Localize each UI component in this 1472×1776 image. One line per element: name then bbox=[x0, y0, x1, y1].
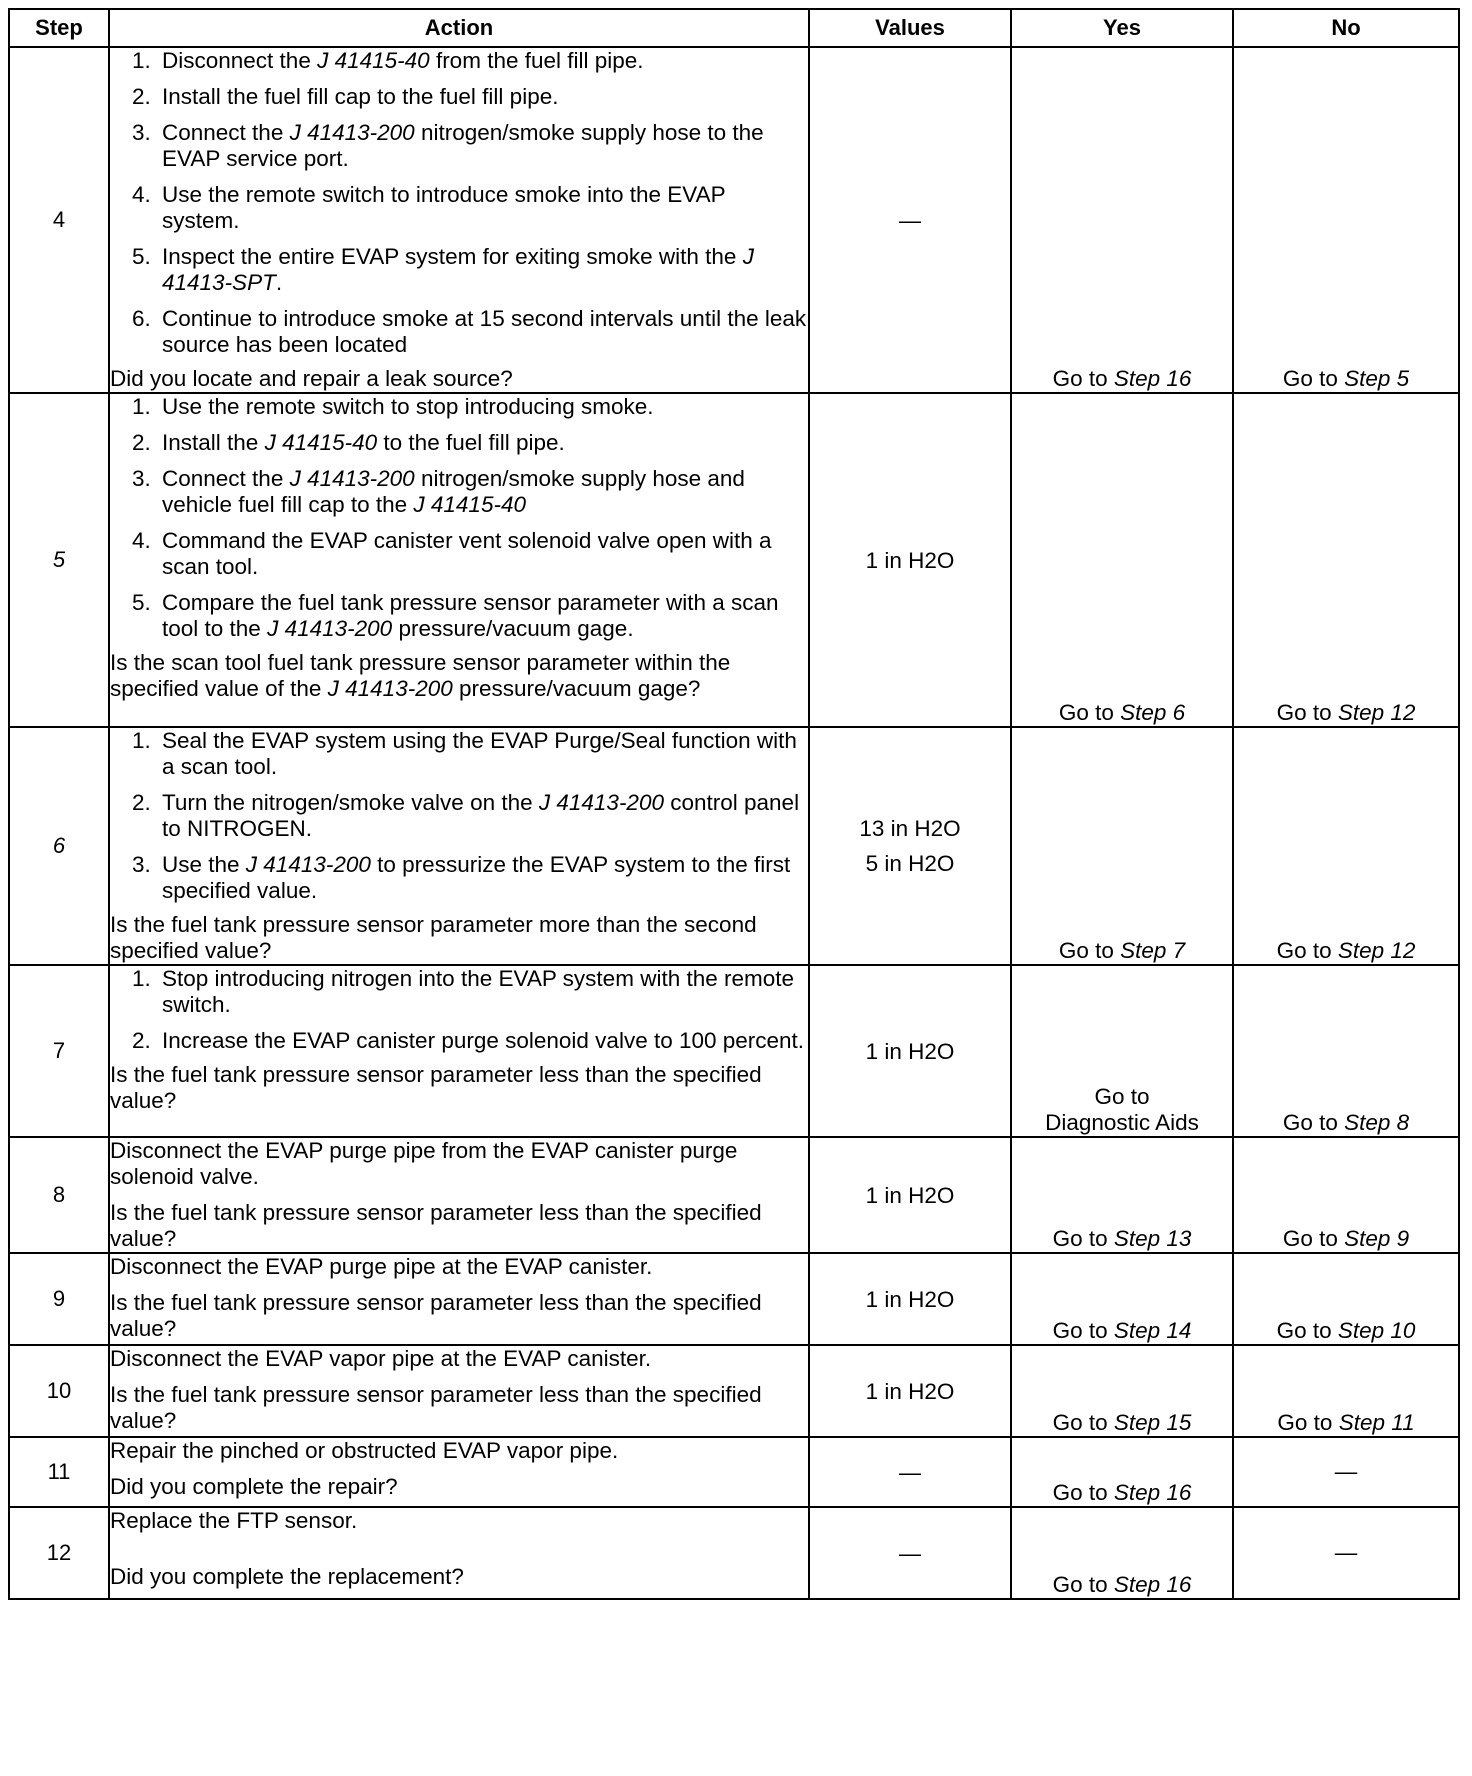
header-step: Step bbox=[9, 9, 109, 47]
tool-ref: Step 5 bbox=[1344, 366, 1410, 391]
action-step bbox=[110, 244, 808, 296]
no-cell bbox=[1233, 1345, 1459, 1437]
text-run: Go to bbox=[1058, 938, 1121, 963]
action-step bbox=[110, 306, 808, 358]
tool-ref: J 41415-40 bbox=[317, 48, 430, 73]
text-run: Go to bbox=[1276, 1318, 1338, 1343]
value-text: 1 in H2O bbox=[865, 1286, 955, 1312]
text-run: Go to bbox=[1282, 1110, 1345, 1135]
action-cell bbox=[109, 1345, 809, 1437]
tool-ref: Step 16 bbox=[1113, 1480, 1192, 1505]
no-cell bbox=[1233, 1507, 1459, 1599]
text-run: Go to bbox=[1276, 938, 1338, 963]
yes-cell bbox=[1011, 727, 1233, 965]
table-row bbox=[9, 1253, 1459, 1345]
step-number: 10 bbox=[9, 1345, 109, 1437]
diagnostic-table bbox=[8, 8, 1460, 1600]
action-cell bbox=[109, 727, 809, 965]
value-text: — bbox=[899, 1459, 921, 1485]
text-run: Go to bbox=[1052, 1480, 1114, 1505]
text-run: Is the fuel tank pressure sensor parameter less than the specified value? bbox=[110, 1290, 762, 1341]
step-index: 2. bbox=[132, 790, 151, 815]
step-index: 1. bbox=[132, 966, 151, 991]
header-row bbox=[9, 9, 1459, 47]
text-run: Inspect the entire EVAP system for exiting smoke with the bbox=[162, 244, 743, 269]
text-run: Go to bbox=[1052, 1572, 1114, 1597]
text-run: Use the bbox=[162, 852, 246, 877]
value-text: 1 in H2O bbox=[865, 547, 955, 573]
no-cell bbox=[1233, 965, 1459, 1137]
tool-ref: J 41413-200 bbox=[245, 852, 371, 877]
action-cell bbox=[109, 1437, 809, 1507]
text-run: Go to bbox=[1282, 1226, 1345, 1251]
step-number: 6 bbox=[9, 727, 109, 965]
action-steps bbox=[110, 394, 808, 642]
step-index: 6. bbox=[132, 306, 151, 331]
no-cell bbox=[1233, 1253, 1459, 1345]
action-step bbox=[110, 590, 808, 642]
text-run: Did you complete the repair? bbox=[110, 1474, 398, 1499]
action-question bbox=[110, 1382, 808, 1434]
text-run: . bbox=[275, 270, 283, 295]
action-step bbox=[110, 84, 808, 110]
text-run: Go to bbox=[1052, 366, 1114, 391]
text-run: Use the remote switch to stop introducing smoke. bbox=[162, 394, 654, 419]
step-number: 9 bbox=[9, 1253, 109, 1345]
text-run: to the fuel fill pipe. bbox=[377, 430, 565, 455]
text-run: pressure/vacuum gage? bbox=[452, 676, 701, 701]
step-index: 2. bbox=[132, 84, 151, 109]
step-number: 11 bbox=[9, 1437, 109, 1507]
action-cell bbox=[109, 47, 809, 393]
tool-ref: Step 9 bbox=[1344, 1226, 1410, 1251]
header-action: Action bbox=[109, 9, 809, 47]
text-run: Go to bbox=[1052, 1410, 1114, 1435]
text-run: Connect the bbox=[162, 466, 290, 491]
text-run: Did you complete the replacement? bbox=[110, 1564, 464, 1589]
values-cell bbox=[809, 965, 1011, 1137]
action-text bbox=[110, 1508, 808, 1534]
tool-ref: Step 7 bbox=[1120, 938, 1186, 963]
no-cell bbox=[1233, 727, 1459, 965]
values-cell bbox=[809, 1253, 1011, 1345]
text-run: Connect the bbox=[162, 120, 290, 145]
text-run: Install the bbox=[162, 430, 265, 455]
value-text: 1 in H2O bbox=[865, 1182, 955, 1208]
step-index: 2. bbox=[132, 430, 151, 455]
table-row bbox=[9, 1345, 1459, 1437]
values-cell bbox=[809, 1137, 1011, 1253]
action-step bbox=[110, 852, 808, 904]
text-run: Seal the EVAP system using the EVAP Purge/Seal function with a scan tool. bbox=[162, 728, 797, 779]
step-number: 8 bbox=[9, 1137, 109, 1253]
no-cell bbox=[1233, 1137, 1459, 1253]
table-row bbox=[9, 1437, 1459, 1507]
text-run: Repair the pinched or obstructed EVAP vapor pipe. bbox=[110, 1438, 619, 1463]
yes-cell bbox=[1011, 1437, 1233, 1507]
action-text bbox=[110, 1254, 808, 1280]
header-yes: Yes bbox=[1011, 9, 1233, 47]
text-run: Go to bbox=[1052, 1318, 1114, 1343]
table-row bbox=[9, 393, 1459, 727]
yes-cell bbox=[1011, 1137, 1233, 1253]
action-question bbox=[110, 1474, 808, 1500]
tool-ref: Step 8 bbox=[1344, 1110, 1410, 1135]
value-text: — bbox=[899, 207, 921, 233]
step-number: 5 bbox=[9, 393, 109, 727]
table-row bbox=[9, 1507, 1459, 1599]
tool-ref: Step 6 bbox=[1120, 700, 1186, 725]
values-cell bbox=[809, 1437, 1011, 1507]
step-index: 3. bbox=[132, 852, 151, 877]
tool-ref: Step 13 bbox=[1113, 1226, 1192, 1251]
yes-cell bbox=[1011, 1507, 1233, 1599]
action-question bbox=[110, 1564, 808, 1590]
tool-ref: Step 15 bbox=[1113, 1410, 1192, 1435]
tool-ref: J 41413-200 bbox=[327, 676, 453, 701]
text-run: Compare the fuel tank pressure sensor parameter with a scan tool to the bbox=[162, 590, 779, 641]
step-number: 12 bbox=[9, 1507, 109, 1599]
values-cell bbox=[809, 47, 1011, 393]
text-run: Go to bbox=[1277, 1410, 1339, 1435]
text-run: Increase the EVAP canister purge solenoid valve to 100 percent. bbox=[162, 1028, 805, 1053]
action-step bbox=[110, 120, 808, 172]
values-cell bbox=[809, 1345, 1011, 1437]
action-question bbox=[110, 1290, 808, 1342]
no-cell bbox=[1233, 47, 1459, 393]
step-index: 4. bbox=[132, 182, 151, 207]
text-run: Stop introducing nitrogen into the EVAP system with the remote switch. bbox=[162, 966, 795, 1017]
yes-cell bbox=[1011, 393, 1233, 727]
action-cell bbox=[109, 965, 809, 1137]
tool-ref: Step 12 bbox=[1337, 700, 1416, 725]
text-run: Go to bbox=[1058, 700, 1121, 725]
action-question bbox=[110, 912, 808, 964]
action-step bbox=[110, 528, 808, 580]
step-number: 7 bbox=[9, 965, 109, 1137]
header-values: Values bbox=[809, 9, 1011, 47]
text-run: Is the fuel tank pressure sensor parameter more than the second specified value? bbox=[110, 912, 757, 963]
action-cell bbox=[109, 1253, 809, 1345]
tool-ref: J 41415-40 bbox=[413, 492, 526, 517]
step-index: 1. bbox=[132, 394, 151, 419]
text-run: Disconnect the EVAP purge pipe at the EVAP canister. bbox=[110, 1254, 653, 1279]
text-run: Go to bbox=[1282, 366, 1345, 391]
text-run: Install the fuel fill cap to the fuel fill pipe. bbox=[162, 84, 559, 109]
value-text: 1 in H2O bbox=[865, 1038, 955, 1064]
text-run: Diagnostic Aids bbox=[1045, 1110, 1199, 1135]
tool-ref: J 41413-SPT bbox=[162, 244, 754, 295]
action-question bbox=[110, 1200, 808, 1252]
action-text bbox=[110, 1346, 808, 1372]
text-run: nitrogen/smoke supply hose to the EVAP service port. bbox=[162, 120, 764, 171]
action-step bbox=[110, 1028, 808, 1054]
action-step bbox=[110, 728, 808, 780]
text-run: Is the scan tool fuel tank pressure sensor parameter within the specified value of the bbox=[110, 650, 731, 701]
action-text bbox=[110, 1438, 808, 1464]
text-run: Is the fuel tank pressure sensor parameter less than the specified value? bbox=[110, 1200, 762, 1251]
text-run: Disconnect the EVAP vapor pipe at the EVAP canister. bbox=[110, 1346, 652, 1371]
yes-cell bbox=[1011, 965, 1233, 1137]
table-row bbox=[9, 47, 1459, 393]
tool-ref: Step 16 bbox=[1113, 1572, 1192, 1597]
text-run: from the fuel fill pipe. bbox=[429, 48, 644, 73]
table-row bbox=[9, 727, 1459, 965]
text-run: pressure/vacuum gage. bbox=[392, 616, 634, 641]
action-cell bbox=[109, 393, 809, 727]
value-text: 5 in H2O bbox=[865, 851, 955, 876]
step-index: 1. bbox=[132, 728, 151, 753]
value-text: — bbox=[899, 1540, 921, 1566]
step-number: 4 bbox=[9, 47, 109, 393]
text-run: Disconnect the bbox=[162, 48, 318, 73]
text-run: Go to bbox=[1094, 1084, 1150, 1109]
text-run: Continue to introduce smoke at 15 second intervals until the leak source has been located bbox=[162, 306, 807, 357]
tool-ref: J 41415-40 bbox=[264, 430, 378, 455]
text-run: — bbox=[1334, 1459, 1358, 1484]
action-step bbox=[110, 48, 808, 74]
header-no: No bbox=[1233, 9, 1459, 47]
action-steps bbox=[110, 966, 808, 1054]
step-index: 3. bbox=[132, 120, 151, 145]
step-index: 5. bbox=[132, 244, 151, 269]
step-index: 2. bbox=[132, 1028, 151, 1053]
action-cell bbox=[109, 1137, 809, 1253]
no-cell bbox=[1233, 1437, 1459, 1507]
step-index: 4. bbox=[132, 528, 151, 553]
action-step bbox=[110, 394, 808, 420]
action-step bbox=[110, 466, 808, 518]
step-index: 1. bbox=[132, 48, 151, 73]
tool-ref: Step 12 bbox=[1337, 938, 1416, 963]
step-index: 5. bbox=[132, 590, 151, 615]
text-run: Command the EVAP canister vent solenoid valve open with a scan tool. bbox=[162, 528, 772, 579]
action-text bbox=[110, 1138, 808, 1190]
text-run: control panel to NITROGEN. bbox=[162, 790, 800, 841]
yes-cell bbox=[1011, 1345, 1233, 1437]
text-run: nitrogen/smoke supply hose and vehicle fuel fill cap to the bbox=[162, 466, 745, 517]
text-run: Is the fuel tank pressure sensor parameter less than the specified value? bbox=[110, 1062, 762, 1113]
tool-ref: Step 14 bbox=[1113, 1318, 1192, 1343]
text-run: Use the remote switch to introduce smoke into the EVAP system. bbox=[162, 182, 726, 233]
value-text: 13 in H2O bbox=[859, 816, 961, 841]
tool-ref: J 41413-200 bbox=[538, 790, 664, 815]
tool-ref: Step 10 bbox=[1337, 1318, 1416, 1343]
text-run: Did you locate and repair a leak source? bbox=[110, 366, 513, 391]
text-run: — bbox=[1334, 1540, 1358, 1565]
tool-ref: Step 16 bbox=[1113, 366, 1192, 391]
text-run: Turn the nitrogen/smoke valve on the bbox=[162, 790, 539, 815]
action-question bbox=[110, 366, 808, 392]
values-cell bbox=[809, 1507, 1011, 1599]
text-run: to pressurize the EVAP system to the first specified value. bbox=[162, 852, 791, 903]
tool-ref: J 41413-200 bbox=[267, 616, 393, 641]
action-steps bbox=[110, 728, 808, 904]
text-run: Go to bbox=[1276, 700, 1338, 725]
yes-cell bbox=[1011, 1253, 1233, 1345]
text-run: Replace the FTP sensor. bbox=[110, 1508, 358, 1533]
action-step bbox=[110, 790, 808, 842]
values-cell bbox=[809, 727, 1011, 965]
table-row bbox=[9, 1137, 1459, 1253]
action-step bbox=[110, 966, 808, 1018]
value-text: 1 in H2O bbox=[865, 1378, 955, 1404]
values-cell bbox=[809, 393, 1011, 727]
no-cell bbox=[1233, 393, 1459, 727]
yes-cell bbox=[1011, 47, 1233, 393]
action-cell bbox=[109, 1507, 809, 1599]
tool-ref: J 41413-200 bbox=[289, 120, 415, 145]
tool-ref: J 41413-200 bbox=[289, 466, 415, 491]
action-step bbox=[110, 430, 808, 456]
action-question bbox=[110, 1062, 808, 1114]
step-index: 3. bbox=[132, 466, 151, 491]
tool-ref: Step 11 bbox=[1338, 1410, 1415, 1435]
table-row bbox=[9, 965, 1459, 1137]
text-run: Disconnect the EVAP purge pipe from the EVAP canister purge solenoid valve. bbox=[110, 1138, 738, 1189]
text-run: Is the fuel tank pressure sensor parameter less than the specified value? bbox=[110, 1382, 762, 1433]
action-steps bbox=[110, 48, 808, 358]
text-run: Go to bbox=[1052, 1226, 1114, 1251]
table-body bbox=[9, 47, 1459, 1599]
action-step bbox=[110, 182, 808, 234]
action-question bbox=[110, 650, 808, 702]
